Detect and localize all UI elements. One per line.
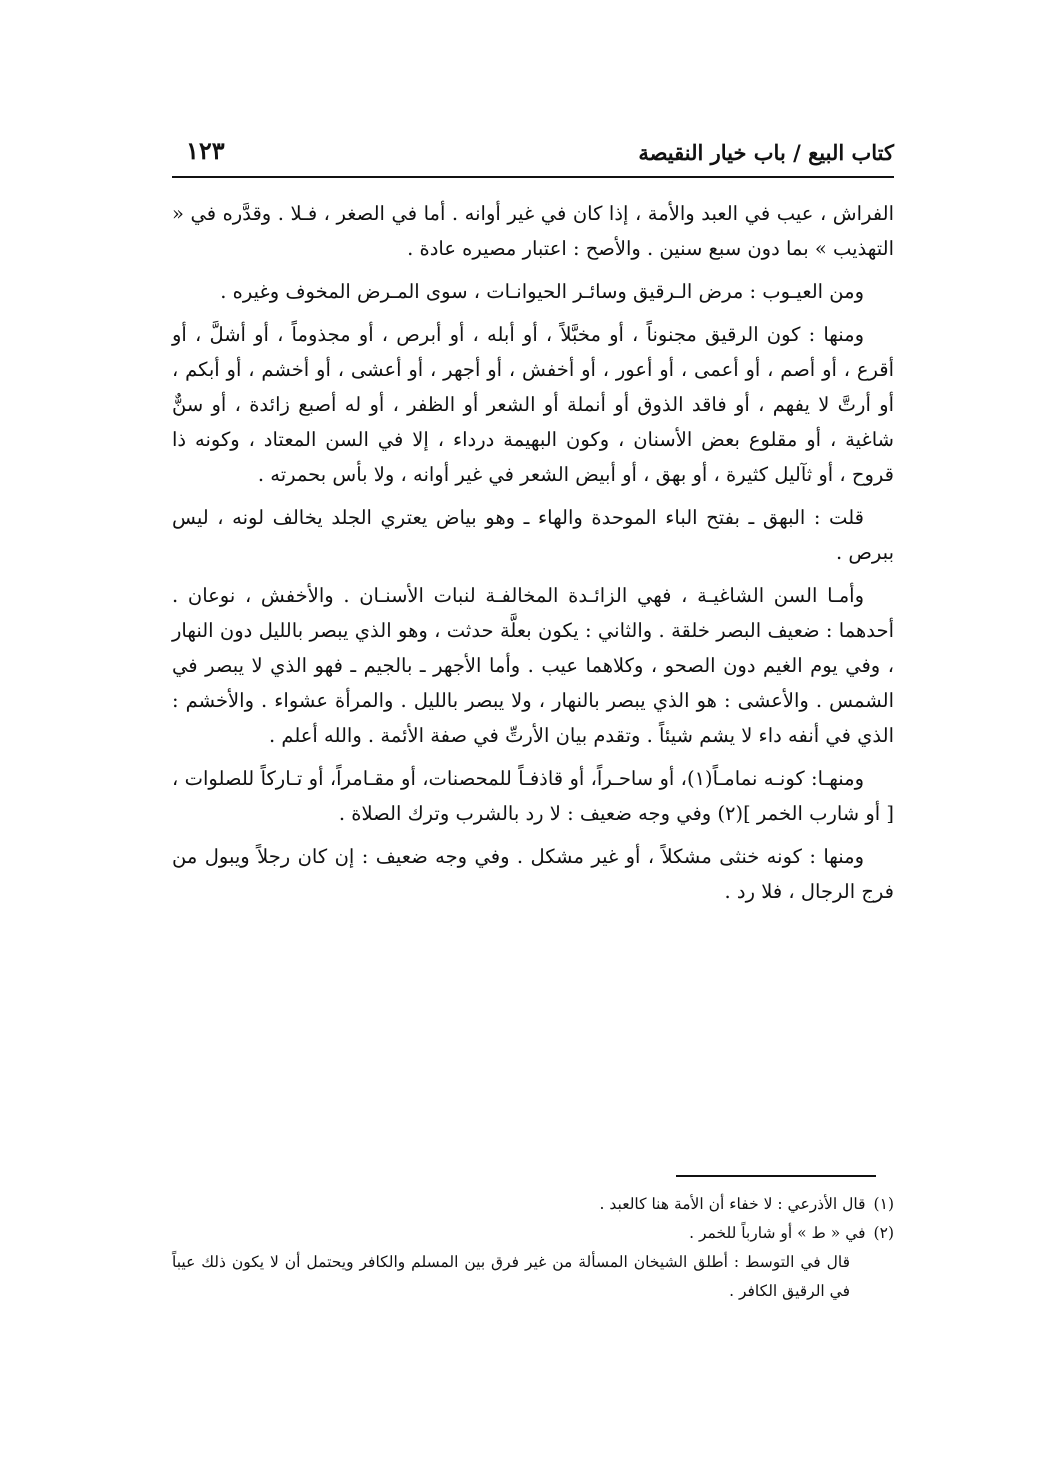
footnote-marker: (١) bbox=[873, 1195, 894, 1213]
page-number: ١٢٣ bbox=[186, 136, 225, 165]
page-header bbox=[172, 132, 894, 174]
footnote-divider bbox=[676, 1175, 876, 1177]
paragraph: قلت : البهق ـ بفتح الباء الموحدة والهاء ـ وهو بياض يعتري الجلد يخالف لونه ، ليس ببرص . bbox=[172, 506, 894, 564]
footnote-marker: (٢) bbox=[873, 1224, 894, 1242]
footnotes bbox=[172, 1190, 894, 1306]
paragraph: ومن العيـوب : مرض الـرقيق وسائـر الحيوانـات ، سوى المـرض المخوف وغيره . bbox=[220, 280, 864, 303]
paragraph: وأمـا السن الشاغيـة ، فهي الزائـدة المخالفـة لنبات الأسنـان . والأخفش ، نوعان . أحدهما : ضعيف البصر خلقة . والثاني : يكون بعلَّة حدثت ، وهو الذي يبصر بالليل دون النهار ، وفي يوم الغيم دون الصحو ، وكلاهما عيب . وأما الأجهر ـ بالجيم ـ فهو الذي لا يبصر في الشمس . والأعشى : هو الذي يبصر بالنهار ، ولا يبصر بالليل . والمرأة عشواء . والأخشم : الذي في أنفه داء لا يشم شيئاً . وتقدم بيان الأرتِّ في صفة الأئمة . والله أعلم . bbox=[172, 584, 894, 747]
footnote-text: قال الأذرعي : لا خفاء أن الأمة هنا كالعبد . bbox=[599, 1195, 866, 1213]
footnote bbox=[172, 1190, 894, 1219]
paragraph: الفراش ، عيب في العبد والأمة ، إذا كان في غير أوانه . أما في الصغر ، فـلا . وقدَّره في « التهذيب » بما دون سبع سنين . والأصح : اعتبار مصيره عادة . bbox=[172, 202, 894, 260]
paragraph: ومنها : كون الرقيق مجنوناً ، أو مخبَّلاً ، أو أبله ، أو أبرص ، أو مجذوماً ، أو أشلَّ ، أو أقرع ، أو أصم ، أو أعمى ، أو أعور ، أو أخفش ، أو أجهر ، أو أعشى ، أو أخشم ، أو أبكم ، أو أرتَّ لا يفهم ، أو فاقد الذوق أو أنملة أو الشعر أو الظفر ، أو له أصبع زائدة ، أو سنٌّ شاغية ، أو مقلوع بعض الأسنان ، وكون البهيمة درداء ، إلا في السن المعتاد ، وكونه ذا قروح ، أو ثآليل كثيرة ، أو بهق ، أو أبيض الشعر في غير أوانه ، ولا بأس بحمرته . bbox=[172, 323, 894, 486]
footnote-continuation: قال في التوسط : أطلق الشيخان المسألة من غير فرق بين المسلم والكافر ويحتمل أن لا يكون ذلك عيباً في الرقيق الكافر . bbox=[172, 1253, 850, 1300]
footnote bbox=[172, 1219, 894, 1248]
running-title: كتاب البيع / باب خيار النقيصة bbox=[638, 140, 894, 165]
paragraph: ومنهـا: كونـه نمامـاً(١)، أو ساحـراً، أو قاذفـاً للمحصنات، أو مقـامراً، أو تـاركاً للصلوات ، [ أو شارب الخمر ](٢) وفي وجه ضعيف : لا رد بالشرب وترك الصلاة . bbox=[172, 767, 894, 825]
header-divider bbox=[172, 176, 894, 178]
paragraph: ومنها : كونه خنثى مشكلاً ، أو غير مشكل . وفي وجه ضعيف : إن كان رجلاً ويبول من فرج الرجال ، فلا رد . bbox=[172, 845, 894, 903]
footnote-text: في « ط » أو شارباً للخمر . bbox=[689, 1224, 866, 1242]
main-text bbox=[172, 196, 894, 917]
